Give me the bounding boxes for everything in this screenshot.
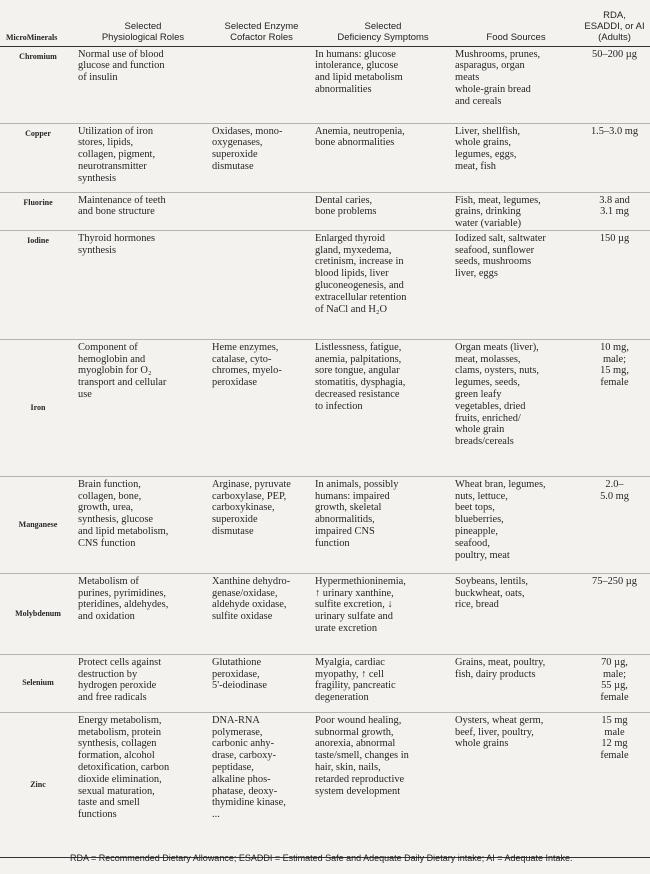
deficiency-symptoms-cell: Enlarged thyroid gland, myxedema, cretinism, increase in blood lipids, liver gluconeogenesis, and extracellular retention of NaCl and H₂O [315, 232, 407, 315]
mineral-name: Manganese [18, 519, 58, 529]
table-row [0, 192, 650, 230]
header-row [0, 8, 650, 46]
table-row [0, 712, 650, 857]
deficiency-symptoms-cell: In animals, possibly humans: impaired growth, skeletal abnormalitids, impaired CNS function [315, 478, 399, 549]
physiological-roles-cell: Energy metabolism, metabolism, protein synthesis, collagen formation, alcohol detoxification, carbon dioxide elimination, sexual maturation, taste and smell functions [78, 714, 170, 821]
physiological-roles-cell: Thyroid hormones synthesis [78, 232, 156, 256]
mineral-name: Selenium [22, 678, 54, 688]
physiological-roles-cell: Metabolism of purines, pyrimidines, pteridines, aldehydes, and oxidation [78, 575, 169, 623]
table-row [0, 476, 650, 573]
mineral-name: Iodine [27, 235, 49, 245]
deficiency-symptoms-cell: Anemia, neutropenia, bone abnormalities [315, 125, 405, 149]
mineral-name: Copper [25, 128, 51, 138]
enzyme-cofactor-cell [210, 230, 313, 339]
deficiency-symptoms-cell: Poor wound healing, subnormal growth, anorexia, abnormal taste/smell, changes in hair, skin, nails, retarded reproductive system development [315, 714, 409, 797]
mineral-name: Zinc [30, 779, 46, 789]
deficiency-symptoms-cell: In humans: glucose intolerance, glucose and lipid metabolism abnormalities [315, 48, 403, 95]
rda-cell: 10 mg, male; 15 mg, female [600, 341, 629, 389]
food-sources-cell: Wheat bran, legumes, nuts, lettuce, beet tops, blueberries, pineapple, seafood, poultry, meat [455, 478, 546, 561]
deficiency-symptoms-cell: Myalgia, cardiac myopathy, ↑ cell fragility, pancreatic degeneration [315, 656, 396, 704]
rda-cell: 75–250 µg [592, 575, 637, 587]
footnote: RDA = Recommended Dietary Allowance; ESADDI = Estimated Safe and Adequate Daily Dietary intake; AI = Adequate Intake. [70, 853, 573, 863]
table-row [0, 339, 650, 476]
food-sources-cell: Grains, meat, poultry, fish, dairy products [455, 656, 546, 680]
food-sources-cell: Iodized salt, saltwater seafood, sunflower seeds, mushrooms liver, eggs [455, 232, 546, 280]
enzyme-cofactor-cell [210, 192, 313, 230]
food-sources-cell: Soybeans, lentils, buckwheat, oats, rice, bread [455, 575, 529, 611]
physiological-roles-cell: Component of hemoglobin and myoglobin for O₂ transport and cellular use [78, 341, 167, 401]
enzyme-cofactor-cell: DNA-RNA polymerase, carbonic anhy- drase, carboxy- peptidase, alkaline phos- phatase, deoxy- thymidine kinase, ... [212, 714, 286, 821]
food-sources-cell: Oysters, wheat germ, beef, liver, poultry, whole grains [455, 714, 544, 750]
table-row [0, 46, 650, 123]
rda-cell: 2.0– 5.0 mg [600, 478, 629, 502]
physiological-roles-cell: Brain function, collagen, bone, growth, urea, synthesis, glucose and lipid metabolism, CNS function [78, 478, 169, 549]
table-body [0, 46, 650, 857]
physiological-roles-cell: Utilization of iron stores, lipids, collagen, pigment, neurotransmitter synthesis [78, 125, 156, 184]
physiological-roles-cell: Normal use of blood glucose and function of insulin [78, 48, 165, 84]
microminerals-table [0, 8, 650, 858]
table-header [0, 8, 650, 46]
rda-cell: 3.8 and 3.1 mg [599, 194, 630, 218]
header-physiological-roles: Selected Physiological Roles [101, 20, 185, 43]
mineral-name: Fluorine [23, 197, 53, 207]
rda-cell: 15 mg male 12 mg female [600, 714, 629, 762]
table-row [0, 230, 650, 339]
header-enzyme-cofactor-roles: Selected Enzyme Cofactor Roles [224, 20, 299, 43]
enzyme-cofactor-cell: Xanthine dehydro- genase/oxidase, aldehyde oxidase, sulfite oxidase [212, 575, 291, 623]
enzyme-cofactor-cell [210, 46, 313, 123]
enzyme-cofactor-cell: Oxidases, mono- oxygenases, superoxide dismutase [212, 125, 283, 172]
mineral-name: Iron [30, 402, 46, 412]
mineral-name: Chromium [19, 51, 57, 61]
food-sources-cell: Organ meats (liver), meat, molasses, clams, oysters, nuts, legumes, seeds, green leafy vegetables, dried fruits, enriched/ whole grain breads/cereals [455, 341, 539, 448]
physiological-roles-cell: Protect cells against destruction by hydrogen peroxide and free radicals [78, 656, 162, 704]
deficiency-symptoms-cell: Dental caries, bone problems [315, 194, 377, 218]
rda-cell: 70 µg, male; 55 µg, female [600, 656, 629, 704]
header-rda: RDA, ESADDI, or AI (Adults) [584, 9, 645, 43]
physiological-roles-cell: Maintenance of teeth and bone structure [78, 194, 166, 218]
table-row [0, 573, 650, 654]
header-mineral: MicroMinerals [6, 32, 58, 42]
deficiency-symptoms-cell: Hypermethioninemia, ↑ urinary xanthine, sulfite excretion, ↓ urinary sulfate and urate excretion [315, 575, 406, 635]
food-sources-cell: Fish, meat, legumes, grains, drinking water (variable) [455, 194, 541, 230]
mineral-name: Molybdenum [15, 608, 61, 618]
rda-cell: 1.5–3.0 mg [590, 125, 639, 137]
header-deficiency-symptoms: Selected Deficiency Symptoms [337, 20, 429, 43]
enzyme-cofactor-cell: Arginase, pyruvate carboxylase, PEP, carboxykinase, superoxide dismutase [212, 478, 291, 538]
header-food-sources: Food Sources [486, 31, 546, 43]
table-row [0, 654, 650, 712]
enzyme-cofactor-cell: Glutathione peroxidase, 5'-deiodinase [212, 656, 267, 692]
rda-cell: 150 µg [599, 232, 630, 244]
enzyme-cofactor-cell: Heme enzymes, catalase, cyto- chromes, myelo- peroxidase [212, 341, 282, 389]
deficiency-symptoms-cell: Listlessness, fatigue, anemia, palpitations, sore tongue, angular stomatitis, dysphagia, decreased resistance to infection [315, 341, 406, 412]
food-sources-cell: Liver, shellfish, whole grains, legumes, eggs, meat, fish [455, 125, 521, 172]
table-row [0, 123, 650, 192]
rda-cell: 50–200 µg [592, 48, 637, 60]
food-sources-cell: Mushrooms, prunes, asparagus, organ meats whole-grain bread and cereals [455, 48, 541, 107]
